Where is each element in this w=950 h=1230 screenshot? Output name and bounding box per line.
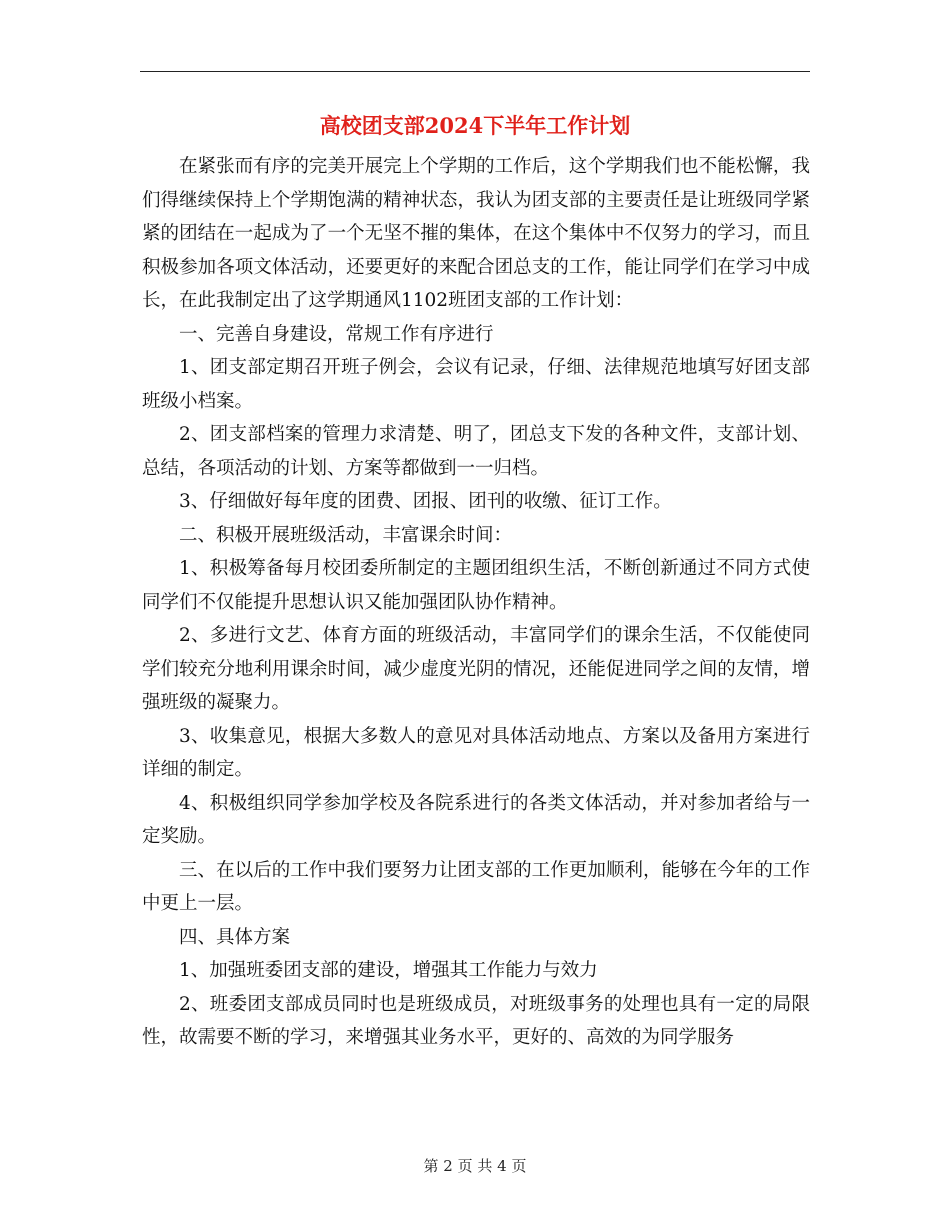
paragraph: 2、多进行文艺、体育方面的班级活动，丰富同学们的课余生活，不仅能使同学们较充分地利用课余时间，减少虚度光阴的情况，还能促进同学之间的友情，增强班级的凝聚力。: [142, 625, 810, 713]
paragraph-intro: 在紧张而有序的完美开展完上个学期的工作后，这个学期我们也不能松懈，我们得继续保持上个学期饱满的精神状态，我认为团支部的主要责任是让班级同学紧紧的团结在一起成为了一个无坚不摧的集体，在这个集体中不仅努力的学习，而且积极参加各项文体活动，还要更好的来配合团总支的工作，能让同学们在学习中成长，在此我制定出了这学期通风1102班团支部的工作计划：: [142, 156, 810, 311]
paragraph: 1、团支部定期召开班子例会，会议有记录，仔细、法律规范地填写好团支部班级小档案。: [142, 357, 810, 412]
page-number: 第 2 页 共 4 页: [423, 1157, 527, 1175]
paragraph: 2、团支部档案的管理力求清楚、明了，团总支下发的各种文件，支部计划、总结，各项活动的计划、方案等都做到一一归档。: [142, 424, 810, 479]
paragraph: 3、仔细做好每年度的团费、团报、团刊的收缴、征订工作。: [179, 491, 672, 512]
section-heading-2: 二、积极开展班级活动，丰富课余时间：: [179, 524, 513, 546]
paragraph: 1、积极筹备每月校团委所制定的主题团组织生活，不断创新通过不同方式使同学们不仅能提升思想认识又能加强团队协作精神。: [142, 558, 810, 613]
header-rule: [140, 71, 810, 72]
paragraph: 4、积极组织同学参加学校及各院系进行的各类文体活动，并对参加者给与一定奖励。: [142, 792, 810, 847]
section-heading-3: 三、在以后的工作中我们要努力让团支部的工作更加顺利，能够在今年的工作中更上一层。: [142, 859, 810, 914]
section-heading-4: 四、具体方案: [179, 926, 291, 948]
paragraph: 1、加强班委团支部的建设，增强其工作能力与效力: [179, 960, 598, 981]
paragraph: 2、班委团支部成员同时也是班级成员，对班级事务的处理也具有一定的局限性，故需要不断的学习，来增强其业务水平，更好的、高效的为同学服务: [142, 993, 810, 1048]
document-title: 高校团支部2024下半年工作计划: [319, 113, 631, 138]
document-body: [142, 150, 810, 1055]
section-heading-1: 一、完善自身建设，常规工作有序进行: [179, 323, 494, 345]
paragraph: 3、收集意见，根据大多数人的意见对具体活动地点、方案以及备用方案进行详细的制定。: [142, 725, 810, 780]
